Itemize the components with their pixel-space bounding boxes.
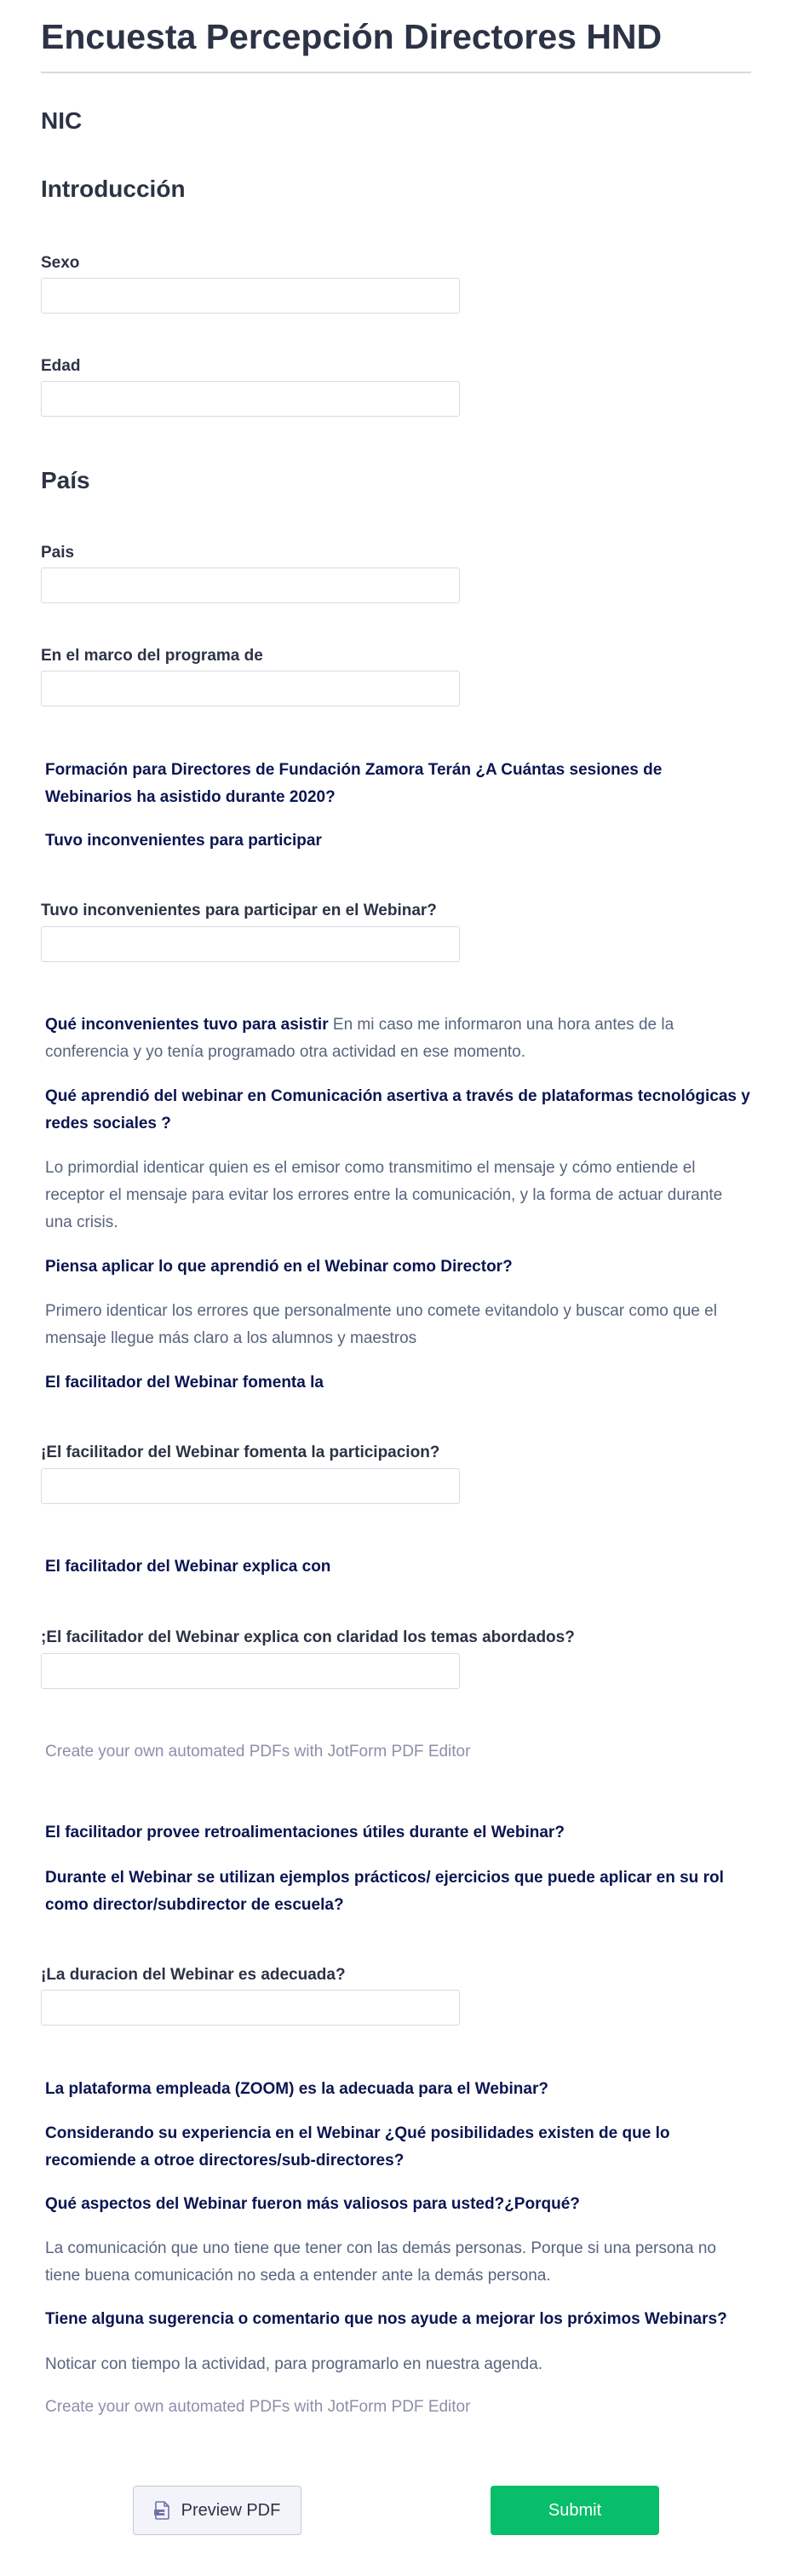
fomenta-input[interactable] (41, 1468, 460, 1504)
fomenta-label: ¡El facilitador del Webinar fomenta la participacion? (41, 1444, 440, 1461)
pais-label: Pais (41, 544, 75, 562)
duracion-label: ¡La duracion del Webinar es adecuada? (41, 1966, 346, 1984)
sexo-input[interactable] (41, 278, 460, 314)
question-fomenta-short: El facilitador del Webinar fomenta la (45, 1374, 324, 1392)
pdf-file-icon (154, 2501, 171, 2520)
pais-input[interactable] (41, 568, 460, 603)
preview-pdf-button[interactable] (133, 2486, 301, 2535)
marco-input[interactable] (41, 671, 460, 706)
answer-sugerencia: Noticar con tiempo la actividad, para programarlo en nuestra agenda. (45, 2355, 543, 2373)
jotform-promo-1: Create your own automated PDFs with JotForm PDF Editor (45, 1743, 471, 1761)
sexo-label: Sexo (41, 254, 80, 272)
question-aspectos: Qué aspectos del Webinar fueron más valiosos para usted?¿Porqué? (45, 2195, 580, 2213)
answer-piensa: Primero identicar los errores que personalmente uno comete evitandolo y buscar como que el mensaje llegue más claro a los alumnos y maestros (45, 1302, 717, 1347)
question-plataforma: La plataforma empleada (ZOOM) es la adecuada para el Webinar? (45, 2080, 548, 2098)
question-ejemplos: Durante el Webinar se utilizan ejemplos prácticos/ ejercicios que puede aplicar en su rol como director/subdirector de escuela? (45, 1869, 724, 1914)
preview-pdf-label: Preview PDF (181, 2500, 281, 2520)
marco-label: En el marco del programa de (41, 647, 263, 665)
question-que-inconvenientes (45, 1011, 752, 1066)
title-divider (41, 72, 751, 73)
tuvo-label: Tuvo inconvenientes para participar en el Webinar? (41, 902, 437, 919)
question-piensa: Piensa aplicar lo que aprendió en el Webinar como Director? (45, 1258, 513, 1276)
question-considerando: Considerando su experiencia en el Webinar ¿Qué posibilidades existen de que lo recomiende a otroe directores/sub-directores? (45, 2124, 670, 2170)
answer-que-inconvenientes: En mi caso me informaron una hora antes de la conferencia y yo tenía programado otra actividad en ese momento. (45, 1016, 674, 1061)
question-formacion: Formación para Directores de Fundación Zamora Terán ¿A Cuántas sesiones de Webinarios ha asistido durante 2020? (45, 761, 663, 806)
question-aprendio: Qué aprendió del webinar en Comunicación asertiva a través de plataformas tecnológicas y redes sociales ? (45, 1087, 750, 1132)
question-tuvo-short: Tuvo inconvenientes para participar (45, 832, 322, 850)
section-heading-pais: País (41, 467, 90, 493)
question-explica-short: El facilitador del Webinar explica con (45, 1558, 331, 1576)
jotform-promo-2: Create your own automated PDFs with JotForm PDF Editor (45, 2398, 471, 2416)
answer-aspectos: La comunicación que uno tiene que tener con las demás personas. Porque si una persona no tiene buena comunicación no seda a entender ante la demás persona. (45, 2239, 716, 2285)
form-title: Encuesta Percepción Directores HND (41, 17, 663, 56)
explica-label: ;El facilitador del Webinar explica con claridad los temas abordados? (41, 1628, 575, 1646)
edad-label: Edad (41, 357, 81, 375)
section-heading-nic: NIC (41, 107, 83, 134)
submit-button[interactable]: Submit (491, 2486, 659, 2535)
section-heading-intro: Introducción (41, 176, 186, 202)
question-sugerencia: Tiene alguna sugerencia o comentario que nos ayude a mejorar los próximos Webinars? (45, 2310, 727, 2328)
duracion-input[interactable] (41, 1990, 460, 2026)
explica-input[interactable] (41, 1653, 460, 1689)
edad-input[interactable] (41, 381, 460, 417)
tuvo-input[interactable] (41, 926, 460, 962)
question-retroalimentacion: El facilitador provee retroalimentaciones útiles durante el Webinar? (45, 1824, 565, 1841)
answer-aprendio: Lo primordial identicar quien es el emisor como transmitimo el mensaje y cómo entiende el receptor el mensaje para evitar los errores entre la comunicación, y la forma de actuar durante una crisis. (45, 1159, 723, 1231)
question-que-inconvenientes-label: Qué inconvenientes tuvo para asistir (45, 1016, 329, 1034)
